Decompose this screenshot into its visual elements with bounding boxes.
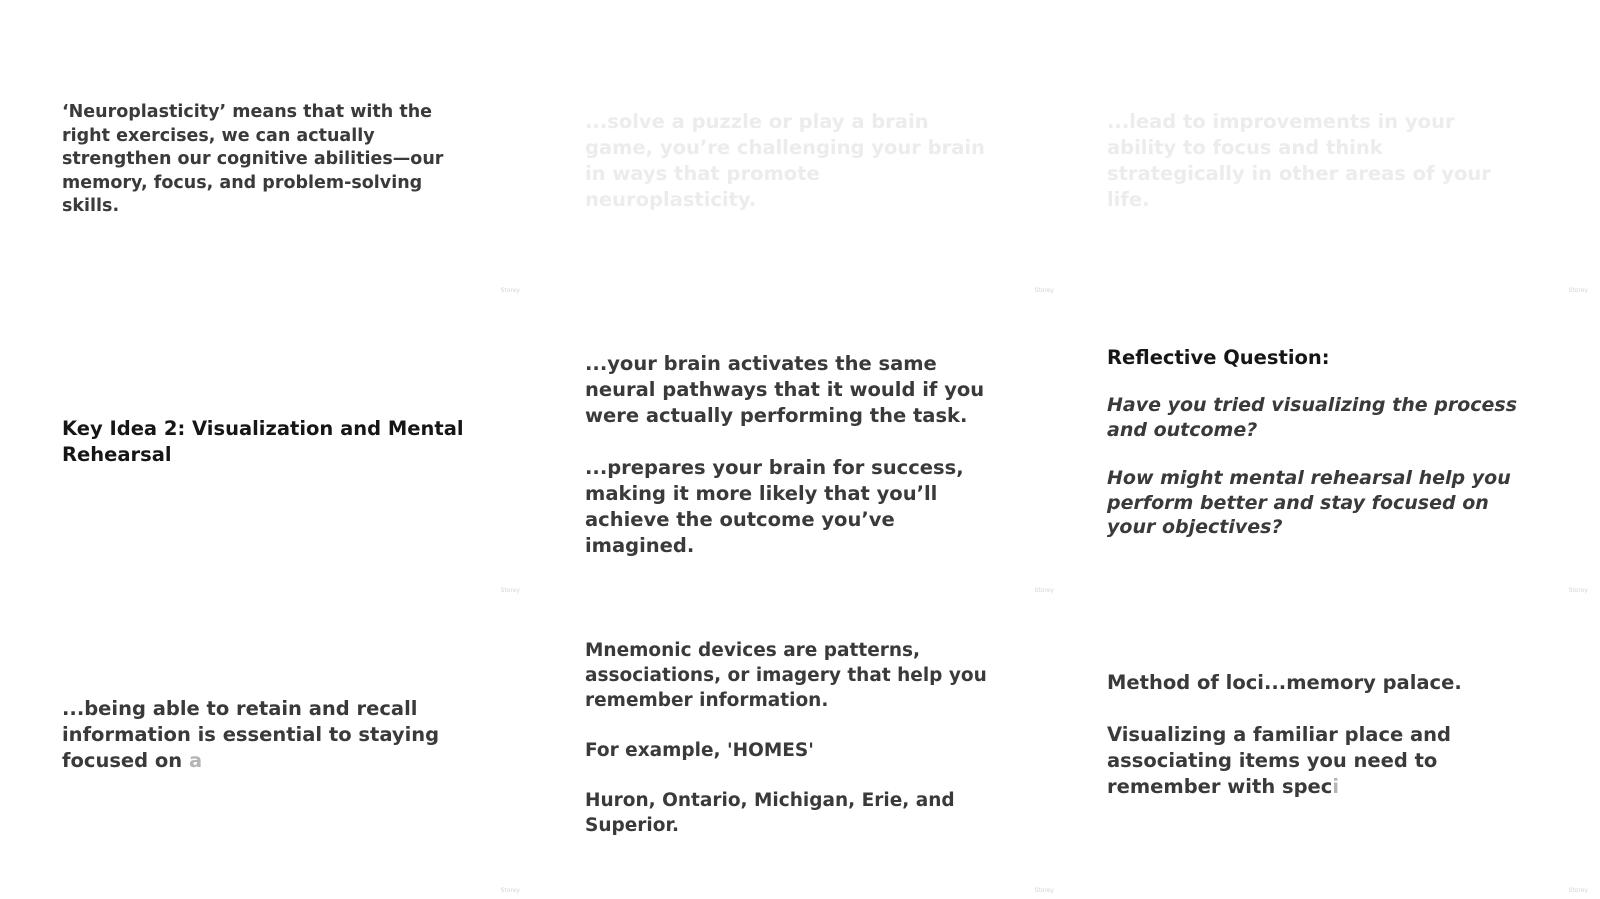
slide-paragraph-1: ...your brain activates the same neural pathways that it would if you were actually performing the task. [585,352,985,427]
watermark: Storey [1568,587,1588,594]
slide-text-main: ...being able to retain and recall information is essential to staying focused on [62,697,440,772]
slide-reflective-question[interactable] [1068,300,1600,598]
slide-heading: Reflective Question: [1107,346,1330,369]
slide-text [62,696,442,774]
slide-improvements[interactable] [1068,0,1600,298]
slide-neural-pathways[interactable] [534,300,1066,598]
slide-paragraph-2: ...prepares your brain for success, making it more likely that you’ll achieve the outcome you’ve imagined. [585,456,964,557]
slide-mnemonic-devices[interactable] [534,600,1066,898]
watermark: Storey [1568,287,1588,294]
slide-neuroplasticity[interactable] [0,0,532,298]
slide-retain-recall[interactable] [0,600,532,898]
slide-text-fading: i [1332,775,1340,798]
slide-body [1107,670,1487,800]
watermark: Storey [500,887,520,894]
slide-text-main: Visualizing a familiar place and associating items you need to remember with spec [1107,723,1452,798]
slide-key-idea-2[interactable] [0,300,532,598]
question-1: Have you tried visualizing the process and outcome? [1107,394,1518,441]
slide-body [1107,345,1527,540]
watermark: Storey [1034,587,1054,594]
question-2: How might mental rehearsal help you perform better and stay focused on your objectives? [1107,467,1511,538]
watermark: Storey [500,287,520,294]
slide-text: ...solve a puzzle or play a brain game, you’re challenging your brain in ways that promote neuroplasticity. [585,110,985,211]
slide-paragraph-3: Huron, Ontario, Michigan, Erie, and Superior. [585,790,955,836]
watermark: Storey [500,587,520,594]
watermark: Storey [1568,887,1588,894]
slide-text: ...lead to improvements in your ability to focus and think strategically in other areas of your life. [1107,110,1491,211]
slide-paragraph-1: Method of loci...memory palace. [1107,671,1462,694]
slide-paragraph-1: Mnemonic devices are patterns, associations, or imagery that help you remember information. [585,640,987,711]
slide-body [585,638,995,838]
slide-paragraph-2 [1107,722,1487,800]
watermark: Storey [1034,887,1054,894]
slide-method-of-loci[interactable] [1068,600,1600,898]
slide-body [585,351,995,559]
watermark: Storey [1034,287,1054,294]
slide-puzzle[interactable] [534,0,1066,298]
slide-text-fading: a [188,749,203,772]
slide-paragraph-2: For example, 'HOMES' [585,740,814,761]
slide-text: ‘Neuroplasticity’ means that with the right exercises, we can actually strengthen our cognitive abilities—our memory, focus, and problem-solving skills. [62,102,444,216]
slide-heading: Key Idea 2: Visualization and Mental Rehearsal [62,417,464,466]
